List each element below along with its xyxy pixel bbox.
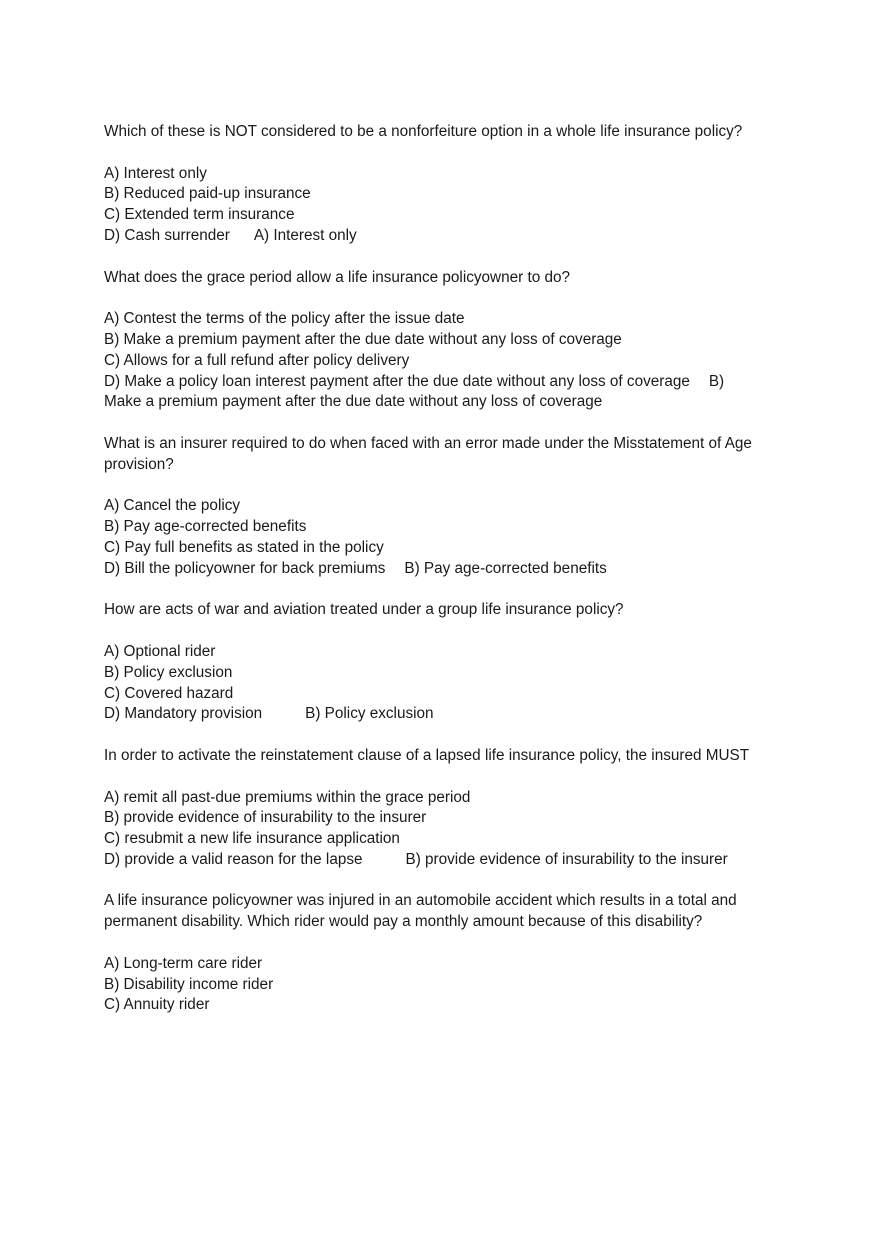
option-c: C) resubmit a new life insurance application bbox=[104, 830, 400, 848]
option-c: C) Covered hazard bbox=[104, 684, 234, 702]
question-text: Which of these is NOT considered to be a nonforfeiture option in a whole life insurance policy? bbox=[104, 123, 743, 140]
option-d-with-answer bbox=[104, 226, 804, 247]
answer-text: B) provide evidence of insurability to the insurer bbox=[405, 850, 728, 868]
question-block-6 bbox=[104, 891, 804, 933]
options-block-4 bbox=[104, 642, 804, 725]
option-d: D) Make a policy loan interest payment after the due date without any loss of coverage bbox=[104, 372, 690, 390]
option-d: D) Mandatory provision bbox=[104, 705, 263, 723]
option-c: C) Pay full benefits as stated in the policy bbox=[104, 538, 384, 556]
option-d: D) Cash surrender bbox=[104, 226, 230, 244]
option-d-with-answer bbox=[104, 850, 804, 871]
options-block-3 bbox=[104, 496, 804, 579]
answer-text: B) Policy exclusion bbox=[305, 705, 434, 723]
options-block-2 bbox=[104, 309, 804, 413]
option-b: B) provide evidence of insurability to the insurer bbox=[104, 809, 427, 827]
question-text: What is an insurer required to do when faced with an error made under the Misstatement of Age provision? bbox=[104, 434, 752, 473]
option-b: B) Make a premium payment after the due date without any loss of coverage bbox=[104, 330, 622, 348]
question-block-2 bbox=[104, 268, 804, 289]
answer-label: B) bbox=[708, 372, 725, 390]
options-block-1 bbox=[104, 164, 804, 247]
option-a: A) Long-term care rider bbox=[104, 954, 263, 972]
option-d: D) provide a valid reason for the lapse bbox=[104, 850, 363, 868]
option-a: A) Optional rider bbox=[104, 642, 216, 660]
question-block-5 bbox=[104, 746, 804, 767]
question-text: How are acts of war and aviation treated under a group life insurance policy? bbox=[104, 601, 624, 619]
option-d-with-answer bbox=[104, 372, 804, 393]
option-d-with-answer bbox=[104, 704, 804, 725]
question-text: In order to activate the reinstatement clause of a lapsed life insurance policy, the insured MUST bbox=[104, 746, 750, 764]
option-c: C) Extended term insurance bbox=[104, 206, 295, 224]
quiz-content bbox=[104, 122, 804, 1037]
question-block-4 bbox=[104, 600, 804, 621]
option-d: D) Bill the policyowner for back premiums bbox=[104, 559, 386, 577]
question-block-3 bbox=[104, 434, 804, 476]
answer-text: B) Pay age-corrected benefits bbox=[404, 559, 607, 577]
question-text: A life insurance policyowner was injured in an automobile accident which results in a total and permanent disability. Which rider would pay a monthly amount because of this disability? bbox=[104, 892, 737, 931]
options-block-5 bbox=[104, 788, 804, 871]
question-block-1 bbox=[104, 122, 804, 143]
option-d-with-answer bbox=[104, 559, 804, 580]
question-text: What does the grace period allow a life insurance policyowner to do? bbox=[104, 268, 570, 286]
option-b: B) Pay age-corrected benefits bbox=[104, 518, 307, 536]
options-block-6 bbox=[104, 954, 804, 1016]
option-a: A) Cancel the policy bbox=[104, 497, 241, 515]
option-a: A) Interest only bbox=[104, 164, 207, 182]
option-b: B) Policy exclusion bbox=[104, 663, 233, 681]
option-a: A) Contest the terms of the policy after the issue date bbox=[104, 310, 465, 328]
option-c: C) Allows for a full refund after policy delivery bbox=[104, 351, 410, 369]
option-b: B) Reduced paid-up insurance bbox=[104, 185, 311, 203]
answer-text: Make a premium payment after the due date without any loss of coverage bbox=[104, 393, 603, 411]
option-c: C) Annuity rider bbox=[104, 996, 210, 1014]
option-b: B) Disability income rider bbox=[104, 975, 274, 993]
option-a: A) remit all past-due premiums within the grace period bbox=[104, 788, 471, 806]
answer-text: A) Interest only bbox=[253, 226, 357, 244]
